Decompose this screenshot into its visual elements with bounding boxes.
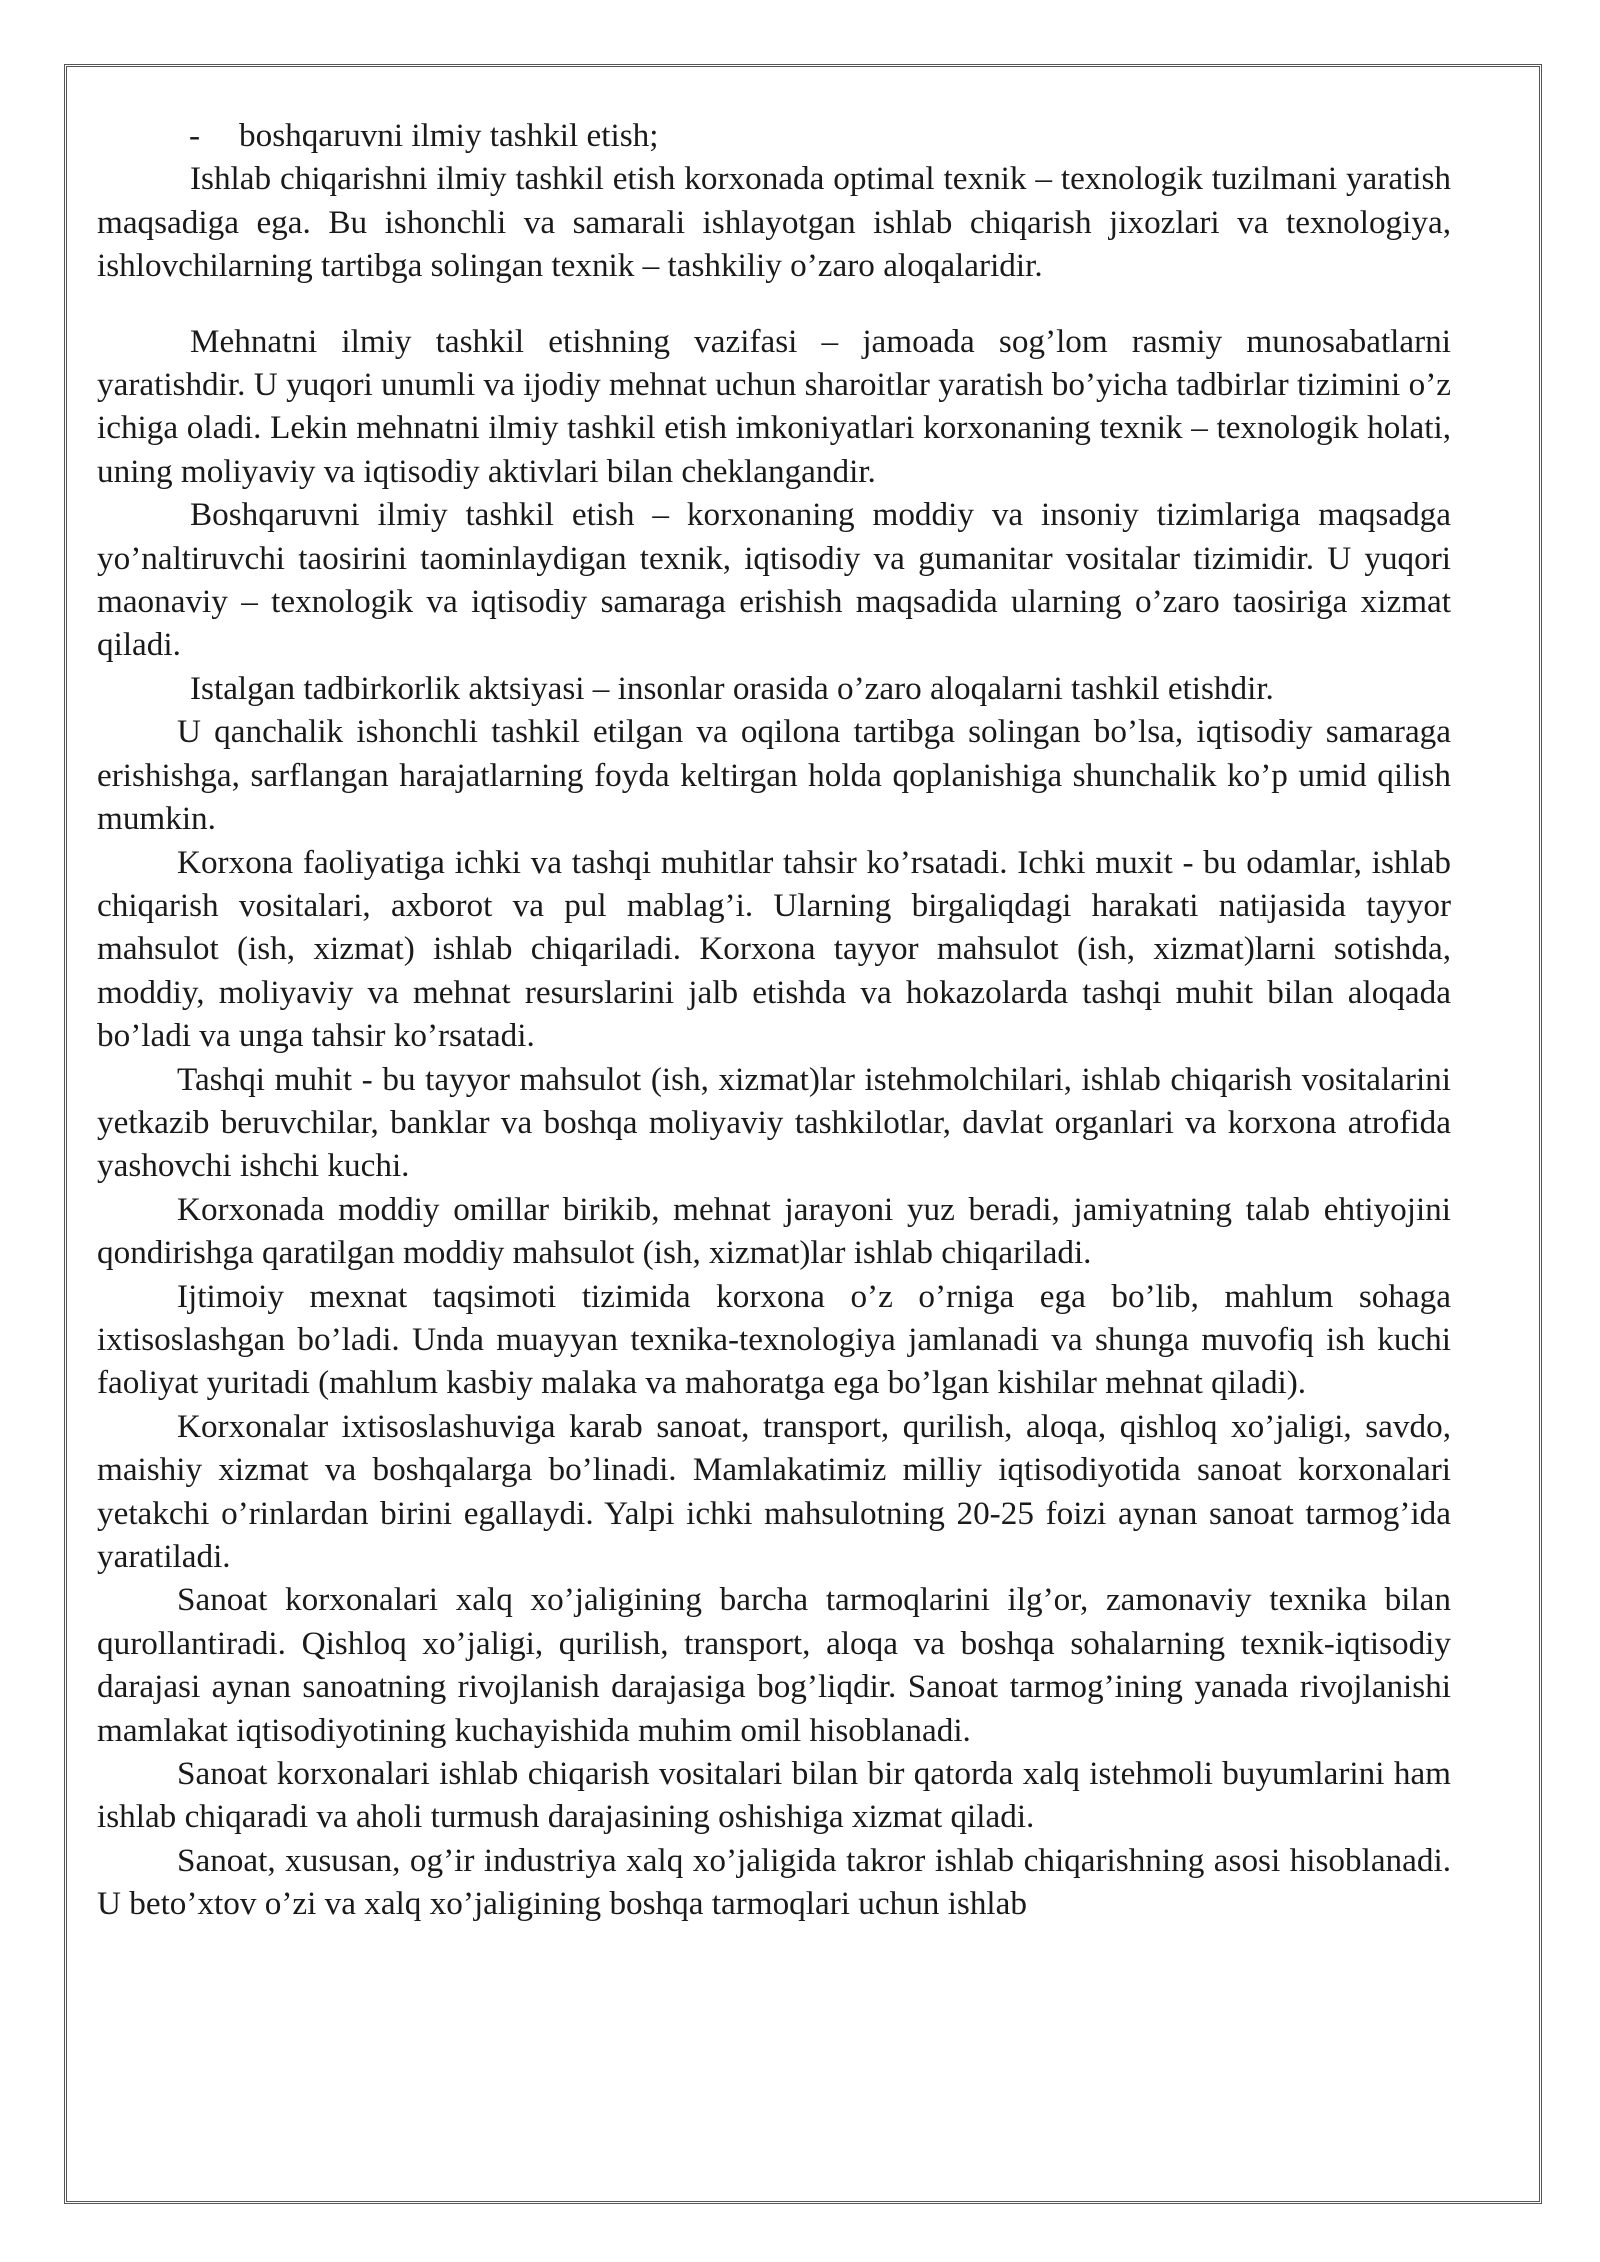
paragraph: Sanoat korxonalari ishlab chiqarish vositalari bilan bir qatorda xalq istehmoli buyumlarini ham ishlab chiqaradi va aholi turmush darajasining oshishiga xizmat qiladi. (97, 1755, 1451, 1836)
paragraph: Korxonalar ixtisoslashuviga karab sanoat, transport, qurilish, aloqa, qishloq xo’jaligi, savdo, maishiy xizmat va boshqalarga bo’linadi. Mamlakatimiz milliy iqtisodiyotida sanoat korxonalari yetakchi o’rinlardan birini egallaydi. Yalpi ichki mahsulotning 20-25 foizi aynan sanoat tarmog’ida yaratiladi. (97, 1407, 1451, 1575)
paragraph: Ishlab chiqarishni ilmiy tashkil etish korxonada optimal texnik – texnologik tuzilmani yaratish maqsadiga ega. Bu ishonchli va samarali ishlayotgan ishlab chiqarish jixozlari va texnologiya, ishlovchilarning tartibga solingan texnik – tashkiliy o’zaro aloqalaridir. (97, 160, 1451, 285)
paragraph: Sanoat, xususan, og’ir industriya xalq xo’jaligida takror ishlab chiqarishning asosi hisoblanadi. U beto’xtov o’zi va xalq xo’jaligining boshqa tarmoqlari uchun ishlab (97, 1841, 1451, 1923)
bullet-marker: - (189, 117, 201, 154)
paragraph: Korxona faoliyatiga ichki va tashqi muhitlar tahsir ko’rsatadi. Ichki muxit - bu odamlar, ishlab chiqarish vositalari, axborot va pul mablag’i. Ularning birgaliqdagi harakati natijasida tayyor mahsulot (ish, xizmat) ishlab chiqariladi. Korxona tayyor mahsulot (ish, xizmat)larni sotishda, moddiy, moliyaviy va mehnat resurslarini jalb etishda va hokazolarda tashqi muhit bilan aloqada bo’ladi va unga tahsir ko’rsatadi. (97, 843, 1451, 1055)
paragraph: Tashqi muhit - bu tayyor mahsulot (ish, xizmat)lar istehmolchilari, ishlab chiqarish vositalarini yetkazib beruvchilar, banklar va boshqa moliyaviy tashkilotlar, davlat organlari va korxona atrofida yashovchi ishchi kuchi. (97, 1060, 1451, 1185)
paragraph: Ijtimoiy mexnat taqsimoti tizimida korxona o’z o’rniga ega bo’lib, mahlum sohaga ixtisoslashgan bo’ladi. Unda muayyan texnika-texnologiya jamlanadi va shunga muvofiq ish kuchi faoliyat yuritadi (mahlum kasbiy malaka va mahoratga ega bo’lgan kishilar mehnat qiladi). (97, 1277, 1451, 1402)
paragraph: Istalgan tadbirkorlik aktsiyasi – insonlar orasida o’zaro aloqalarni tashkil etishdir. (190, 669, 1274, 707)
paragraph: U qanchalik ishonchli tashkil etilgan va oqilona tartibga solingan bo’lsa, iqtisodiy samaraga erishishga, sarflangan harajatlarning foyda keltirgan holda qoplanishiga shunchalik ko’p umid qilish mumkin. (97, 713, 1451, 838)
bullet-item (97, 114, 1451, 157)
paragraph: Sanoat korxonalari xalq xo’jaligining barcha tarmoqlarini ilg’or, zamonaviy texnika bilan qurollantiradi. Qishloq xo’jaligi, qurilish, transport, aloqa va boshqa sohalarning texnik-iqtisodiy darajasi aynan sanoatning rivojlanish darajasiga bog’liqdir. Sanoat tarmog’ining yanada rivojlanishi mamlakat iqtisodiyotining kuchayishida muhim omil hisoblanadi. (97, 1581, 1451, 1749)
paragraph: Boshqaruvni ilmiy tashkil etish – korxonaning moddiy va insoniy tizimlariga maqsadga yo’naltiruvchi taosirini taominlaydigan texnik, iqtisodiy va gumanitar vositalar tizimidir. U yuqori maonaviy – texnologik va iqtisodiy samaraga erishish maqsadida ularning o’zaro taosiriga xizmat qiladi. (97, 496, 1451, 664)
document-body (97, 114, 1451, 1926)
paragraph: Mehnatni ilmiy tashkil etishning vazifasi – jamoada sog’lom rasmiy munosabatlarni yaratishdir. U yuqori unumli va ijodiy mehnat uchun sharoitlar yaratish bo’yicha tadbirlar tizimini o’z ichiga oladi. Lekin mehnatni ilmiy tashkil etish imkoniyatlari korxonaning texnik – texnologik holati, uning moliyaviy va iqtisodiy aktivlari bilan cheklangandir. (97, 322, 1451, 490)
paragraph: Korxonada moddiy omillar birikib, mehnat jarayoni yuz beradi, jamiyatning talab ehtiyojini qondirishga qaratilgan moddiy mahsulot (ish, xizmat)lar ishlab chiqariladi. (97, 1190, 1451, 1272)
bullet-text: boshqaruvni ilmiy tashkil etish; (239, 117, 659, 154)
